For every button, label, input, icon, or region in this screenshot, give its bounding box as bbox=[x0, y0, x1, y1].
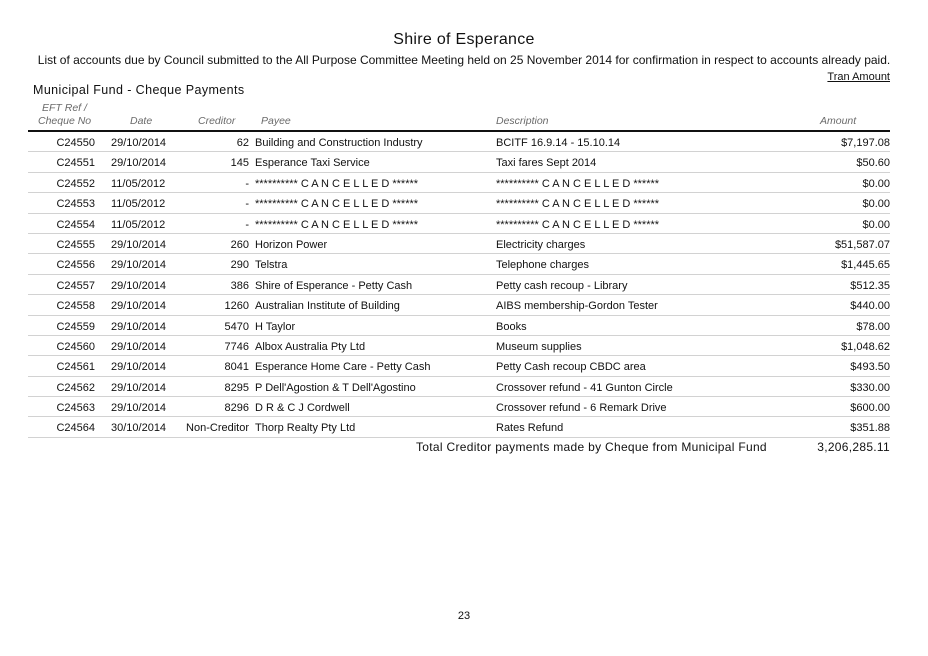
payment-date: 11/05/2012 bbox=[111, 218, 166, 231]
payment-date: 29/10/2014 bbox=[111, 238, 167, 251]
table-row bbox=[28, 377, 890, 397]
payment-description: Taxi fares Sept 2014 bbox=[496, 157, 597, 170]
payment-amount: $1,048.62 bbox=[841, 340, 890, 353]
payee-name: Esperance Home Care - Petty Cash bbox=[255, 361, 431, 374]
creditor-id: 5470 bbox=[224, 320, 249, 333]
table-row bbox=[28, 132, 890, 152]
payment-description: Books bbox=[496, 320, 527, 333]
table-row bbox=[28, 275, 890, 295]
creditor-id: 8041 bbox=[224, 361, 249, 374]
creditor-id: 260 bbox=[230, 238, 249, 251]
page-subtitle: List of accounts due by Council submitted to the All Purpose Committee Meeting held on 25 November 2014 for confirmation in respect to accounts already paid. bbox=[37, 53, 891, 67]
payee-name: D R & C J Cordwell bbox=[255, 402, 350, 415]
payment-date: 29/10/2014 bbox=[111, 279, 167, 292]
payee-name: Shire of Esperance - Petty Cash bbox=[255, 279, 413, 292]
payment-description: Telephone charges bbox=[496, 259, 589, 272]
payment-amount: $512.35 bbox=[850, 279, 890, 292]
payment-amount: $0.00 bbox=[862, 198, 890, 211]
cheque-number: C24559 bbox=[56, 320, 95, 333]
payment-description: ********** C A N C E L L E D ****** bbox=[496, 177, 660, 190]
payment-date: 29/10/2014 bbox=[111, 381, 167, 394]
page-number: 23 bbox=[457, 610, 471, 622]
payment-date: 29/10/2014 bbox=[111, 300, 167, 313]
payment-date: 29/10/2014 bbox=[111, 157, 167, 170]
payment-date: 11/05/2012 bbox=[111, 177, 166, 190]
payment-amount: $330.00 bbox=[850, 381, 890, 394]
column-header-payee: Payee bbox=[261, 115, 291, 127]
table-row bbox=[28, 417, 890, 437]
column-header-date: Date bbox=[130, 115, 153, 127]
table-row bbox=[28, 254, 890, 274]
table-row bbox=[28, 356, 890, 376]
payment-date: 29/10/2014 bbox=[111, 402, 167, 415]
payee-name: Albox Australia Pty Ltd bbox=[255, 340, 366, 353]
payment-description: Crossover refund - 41 Gunton Circle bbox=[496, 381, 673, 394]
table-row bbox=[28, 173, 890, 193]
payment-amount: $1,445.65 bbox=[841, 259, 890, 272]
creditor-id: Non-Creditor bbox=[186, 422, 249, 435]
payment-date: 29/10/2014 bbox=[111, 340, 167, 353]
cheque-number: C24558 bbox=[56, 300, 95, 313]
column-header-eft-ref: EFT Ref / bbox=[42, 102, 87, 114]
payments-table bbox=[28, 132, 890, 438]
creditor-id: 386 bbox=[230, 279, 249, 292]
creditor-id: 1260 bbox=[224, 300, 249, 313]
payee-name: Thorp Realty Pty Ltd bbox=[255, 422, 356, 435]
payment-date: 29/10/2014 bbox=[111, 137, 167, 149]
payment-amount: $51,587.07 bbox=[834, 238, 890, 251]
payment-description: Petty cash recoup - Library bbox=[496, 279, 628, 292]
payment-date: 29/10/2014 bbox=[111, 320, 167, 333]
payee-name: Australian Institute of Building bbox=[255, 300, 400, 313]
payment-amount: $78.00 bbox=[856, 320, 890, 333]
payment-description: AIBS membership-Gordon Tester bbox=[496, 300, 658, 313]
payment-date: 29/10/2014 bbox=[111, 259, 167, 272]
column-header-amount: Amount bbox=[820, 115, 857, 127]
payee-name: ********** C A N C E L L E D ****** bbox=[255, 198, 419, 211]
cheque-number: C24554 bbox=[56, 218, 95, 231]
payment-description: Rates Refund bbox=[496, 422, 564, 435]
payment-date: 29/10/2014 bbox=[111, 361, 167, 374]
creditor-id: 290 bbox=[230, 259, 249, 272]
payment-amount: $0.00 bbox=[862, 218, 890, 231]
table-row bbox=[28, 397, 890, 417]
creditor-id: 7746 bbox=[224, 340, 249, 353]
table-row bbox=[28, 214, 890, 234]
cheque-number: C24564 bbox=[56, 422, 95, 435]
payee-name: ********** C A N C E L L E D ****** bbox=[255, 177, 419, 190]
creditor-id: - bbox=[245, 218, 249, 231]
payee-name: P Dell'Agostion & T Dell'Agostino bbox=[255, 381, 416, 394]
table-row bbox=[28, 193, 890, 213]
payment-amount: $50.60 bbox=[856, 157, 890, 170]
page-title: Shire of Esperance bbox=[393, 31, 535, 48]
cheque-number: C24561 bbox=[56, 361, 95, 374]
cheque-number: C24562 bbox=[56, 381, 95, 394]
cheque-number: C24555 bbox=[56, 238, 95, 251]
table-row bbox=[28, 234, 890, 254]
payment-amount: $7,197.08 bbox=[841, 137, 890, 149]
payee-name: ********** C A N C E L L E D ****** bbox=[255, 218, 419, 231]
payee-name: Esperance Taxi Service bbox=[255, 157, 370, 170]
fund-title: Municipal Fund - Cheque Payments bbox=[33, 83, 245, 97]
column-header-creditor: Creditor bbox=[198, 115, 236, 127]
cheque-number: C24552 bbox=[56, 177, 95, 190]
column-header-cheque-no: Cheque No bbox=[38, 115, 92, 127]
table-row bbox=[28, 336, 890, 356]
payment-amount: $440.00 bbox=[850, 300, 890, 313]
cheque-number: C24563 bbox=[56, 402, 95, 415]
total-label: Total Creditor payments made by Cheque from Municipal Fund bbox=[416, 440, 767, 454]
payee-name: H Taylor bbox=[255, 320, 296, 333]
payee-name: Building and Construction Industry bbox=[255, 137, 423, 149]
creditor-id: - bbox=[245, 198, 249, 211]
table-row bbox=[28, 152, 890, 172]
cheque-number: C24557 bbox=[56, 279, 95, 292]
cheque-number: C24556 bbox=[56, 259, 95, 272]
payment-description: Museum supplies bbox=[496, 340, 582, 353]
cheque-number: C24551 bbox=[56, 157, 95, 170]
column-header-description: Description bbox=[496, 115, 549, 127]
payment-amount: $493.50 bbox=[850, 361, 890, 374]
creditor-id: - bbox=[245, 177, 249, 190]
cheque-number: C24560 bbox=[56, 340, 95, 353]
payee-name: Horizon Power bbox=[255, 238, 328, 251]
creditor-id: 145 bbox=[230, 157, 249, 170]
payment-amount: $0.00 bbox=[862, 177, 890, 190]
payment-date: 30/10/2014 bbox=[111, 422, 167, 435]
payment-description: Crossover refund - 6 Remark Drive bbox=[496, 402, 667, 415]
total-value: 3,206,285.11 bbox=[817, 440, 890, 454]
creditor-id: 62 bbox=[236, 137, 249, 149]
table-row bbox=[28, 316, 890, 336]
payee-name: Telstra bbox=[255, 259, 288, 272]
tran-amount-label: Tran Amount bbox=[827, 71, 890, 83]
creditor-id: 8295 bbox=[224, 381, 249, 394]
payment-description: ********** C A N C E L L E D ****** bbox=[496, 198, 660, 211]
payment-description: Electricity charges bbox=[496, 238, 586, 251]
table-row bbox=[28, 295, 890, 315]
payment-date: 11/05/2012 bbox=[111, 198, 166, 211]
payment-description: BCITF 16.9.14 - 15.10.14 bbox=[496, 137, 621, 149]
payment-amount: $600.00 bbox=[850, 402, 890, 415]
creditor-id: 8296 bbox=[224, 402, 249, 415]
payment-description: ********** C A N C E L L E D ****** bbox=[496, 218, 660, 231]
payment-description: Petty Cash recoup CBDC area bbox=[496, 361, 646, 374]
cheque-number: C24550 bbox=[56, 137, 95, 149]
cheque-number: C24553 bbox=[56, 198, 95, 211]
payment-amount: $351.88 bbox=[850, 422, 890, 435]
